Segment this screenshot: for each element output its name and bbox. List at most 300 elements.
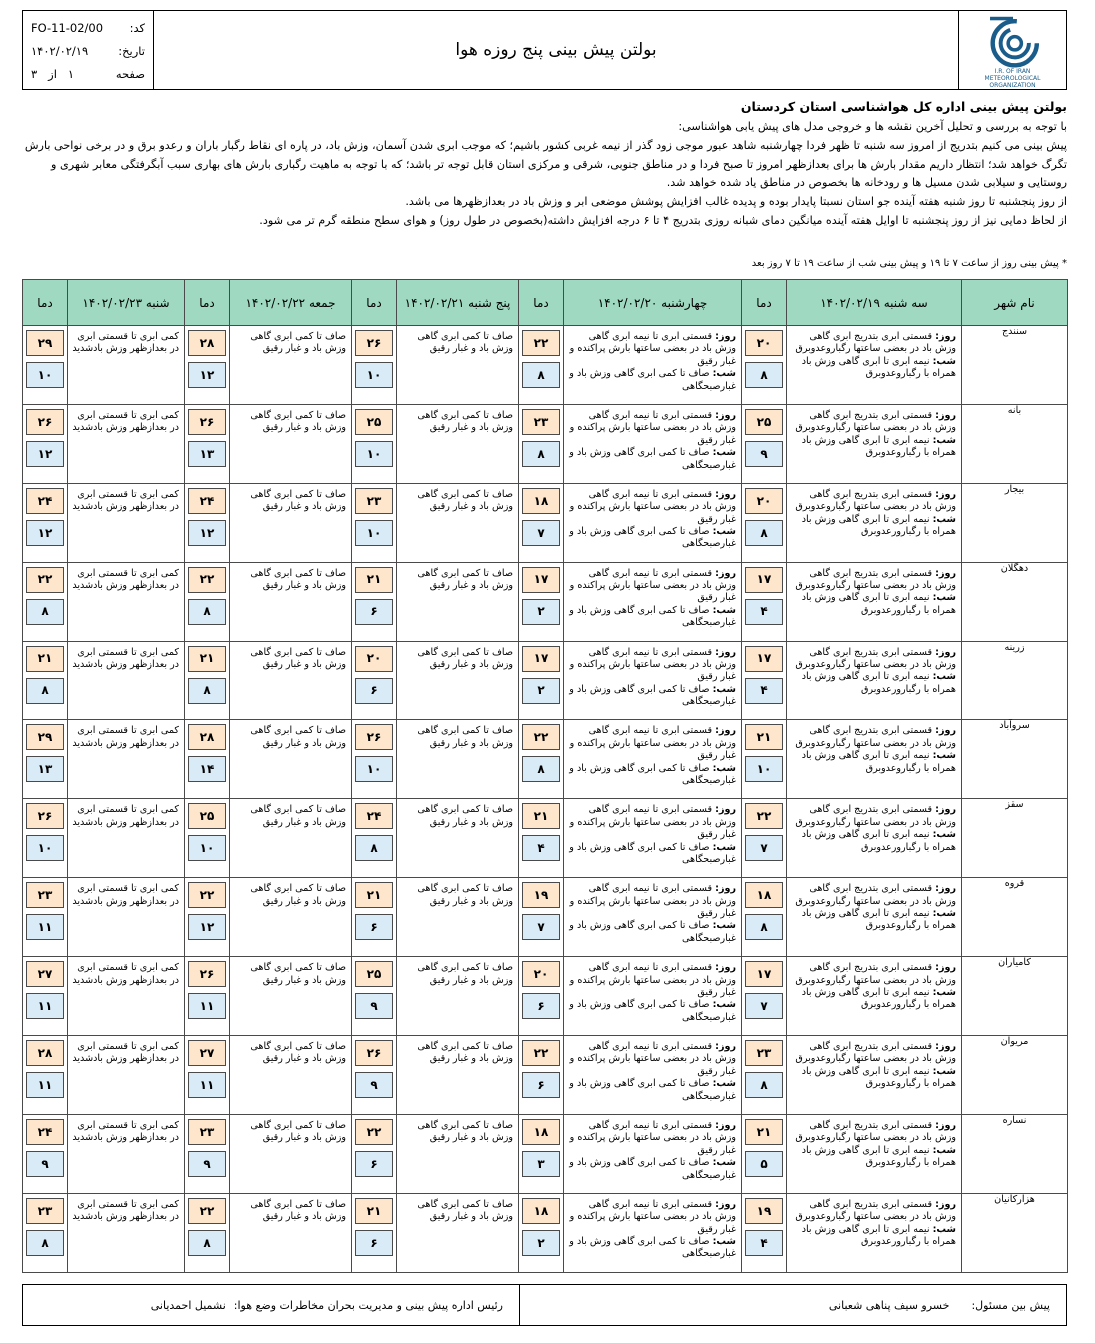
table-row (23, 1114, 1068, 1193)
temperature-cell (23, 799, 68, 878)
forecast-text: صاف تا کمی ابری گاهی وزش باد و غبار رقیق (417, 409, 513, 434)
night-label: شب: (932, 829, 956, 841)
temperature-cell (519, 562, 564, 641)
forecast-description (68, 641, 185, 720)
forecast-description (787, 404, 962, 483)
temperature-column-header: دما (742, 280, 787, 326)
forecast-description (230, 562, 352, 641)
temperature-cell (352, 799, 397, 878)
max-temperature: ۲۰ (355, 646, 393, 672)
forecast-description (397, 404, 519, 483)
temperature-cell (23, 326, 68, 405)
page-label: صفحه (115, 67, 145, 81)
max-temperature: ۲۴ (188, 488, 226, 514)
min-temperature: ۱۳ (188, 441, 226, 467)
temperature-cell (185, 641, 230, 720)
max-temperature: ۲۵ (355, 961, 393, 987)
min-temperature: ۴ (745, 599, 783, 625)
head-signature (135, 1285, 519, 1325)
forecast-description (564, 799, 742, 878)
temperature-cell (352, 641, 397, 720)
day-forecast-text: قسمتی ابری بتدریج ابری گاهی وزش باد در بعضی ساعتها رگباروعدوبرق (795, 804, 956, 828)
day-label: روز: (935, 646, 956, 658)
forecast-description (230, 483, 352, 562)
forecast-description (397, 562, 519, 641)
max-temperature: ۲۶ (355, 1040, 393, 1066)
forecast-text: صاف تا کمی ابری گاهی وزش باد و غبار رقیق (417, 1041, 513, 1065)
day-forecast-text: قسمتی ابری بتدریج ابری گاهی وزش باد در بعضی ساعتها رگباروعدوبرق (795, 1198, 956, 1223)
document-meta (23, 11, 153, 89)
forecast-description (564, 878, 742, 957)
night-label: شب: (712, 841, 736, 853)
day-label: روز: (935, 409, 956, 421)
city-name: نساره (962, 1114, 1068, 1193)
forecast-text: کمی ابری تا قسمتی ابری در بعدازظهر وزش بادشدید (72, 883, 179, 907)
forecast-text: صاف تا کمی ابری گاهی وزش باد و غبار رقیق (417, 331, 513, 355)
forecast-description (230, 957, 352, 1036)
max-temperature: ۲۱ (355, 567, 393, 593)
forecast-description (564, 326, 742, 405)
day-forecast-text: قسمتی ابری تا نیمه ابری گاهی وزش باد در بعضی ساعتها بارش پراکنده و غبار رقیق (569, 331, 736, 367)
forecast-text: صاف تا کمی ابری گاهی وزش باد و غبار رقیق (250, 1198, 346, 1223)
min-temperature: ۶ (355, 599, 393, 625)
min-temperature: ۱۰ (26, 362, 64, 388)
temperature-cell (742, 483, 787, 562)
forecast-time-note: * پیش بینی روز از ساعت ۷ تا ۱۹ و پیش بینی شب از ساعت ۱۹ تا ۷ روز بعد (751, 258, 1067, 269)
city-name: قروه (962, 878, 1068, 957)
forecast-description (787, 720, 962, 799)
temperature-cell (742, 1036, 787, 1115)
max-temperature: ۲۱ (355, 1198, 393, 1224)
day-forecast-text: قسمتی ابری تا نیمه ابری گاهی وزش باد در بعضی ساعتها بارش پراکنده و غبار رقیق (569, 1198, 736, 1235)
max-temperature: ۲۴ (26, 488, 64, 514)
min-temperature: ۳ (522, 1151, 560, 1177)
forecast-description (68, 878, 185, 957)
date-label: تاریخ: (118, 44, 145, 58)
forecast-text: صاف تا کمی ابری گاهی وزش باد و غبار رقیق (250, 567, 346, 592)
forecast-description (397, 641, 519, 720)
night-label: شب: (932, 671, 956, 683)
min-temperature: ۱۱ (26, 914, 64, 940)
temperature-cell (742, 641, 787, 720)
day-forecast-text: قسمتی ابری تا نیمه ابری گاهی وزش باد در بعضی ساعتها بارش پراکنده و غبار رقیق (569, 1041, 736, 1077)
forecast-description (397, 1193, 519, 1272)
min-temperature: ۱۱ (26, 993, 64, 1019)
temperature-cell (23, 562, 68, 641)
city-name: سقز (962, 799, 1068, 878)
forecast-text: صاف تا کمی ابری گاهی وزش باد و غبار رقیق (417, 804, 513, 828)
temperature-cell (352, 483, 397, 562)
day-label: روز: (715, 1198, 736, 1210)
forecast-description (68, 1193, 185, 1272)
temperature-cell (185, 326, 230, 405)
forecast-description (397, 1036, 519, 1115)
forecast-description (787, 641, 962, 720)
max-temperature: ۲۶ (26, 803, 64, 829)
forecast-text: کمی ابری تا قسمتی ابری در بعدازظهر وزش بادشدید (72, 962, 179, 986)
temperature-cell (742, 1114, 787, 1193)
day-label: روز: (715, 962, 736, 974)
max-temperature: ۱۹ (522, 882, 560, 908)
forecast-text: کمی ابری تا قسمتی ابری در بعدازظهر وزش بادشدید (72, 488, 179, 513)
forecast-description (230, 641, 352, 720)
day-label: روز: (715, 1119, 736, 1131)
day-column-header: چهارشنبه ۱۴۰۲/۰۲/۲۰ (564, 280, 742, 326)
temperature-cell (23, 641, 68, 720)
max-temperature: ۲۲ (355, 1119, 393, 1145)
temperature-column-header: دما (352, 280, 397, 326)
max-temperature: ۲۳ (522, 409, 560, 435)
forecast-text: کمی ابری تا قسمتی ابری در بعدازظهر وزش بادشدید (72, 409, 179, 434)
night-forecast-text: صاف تا کمی ابری گاهی وزش باد و غبارصبحگاهی (569, 1078, 736, 1102)
max-temperature: ۲۴ (355, 803, 393, 829)
min-temperature: ۸ (745, 1072, 783, 1098)
temperature-cell (742, 326, 787, 405)
max-temperature: ۲۲ (188, 1198, 226, 1224)
forecast-description (68, 404, 185, 483)
day-forecast-text: قسمتی ابری تا نیمه ابری گاهی وزش باد در بعضی ساعتها بارش پراکنده و غبار رقیق (569, 409, 736, 446)
night-label: شب: (932, 908, 956, 920)
min-temperature: ۹ (188, 1151, 226, 1177)
min-temperature: ۵ (745, 1151, 783, 1177)
table-row (23, 720, 1068, 799)
night-forecast-text: صاف تا کمی ابری گاهی وزش باد و غبارصبحگاهی (569, 1236, 736, 1260)
day-label: روز: (935, 1041, 956, 1053)
city-name: بانه (962, 404, 1068, 483)
temperature-cell (352, 562, 397, 641)
day-forecast-text: قسمتی ابری بتدریج ابری گاهی وزش باد در بعضی ساعتها رگباروعدوبرق (795, 488, 956, 513)
day-column-header: شنبه ۱۴۰۲/۰۲/۲۳ (68, 280, 185, 326)
night-label: شب: (932, 986, 956, 998)
max-temperature: ۱۷ (745, 961, 783, 987)
min-temperature: ۹ (355, 1072, 393, 1098)
min-temperature: ۱۱ (188, 1072, 226, 1098)
day-label: روز: (935, 567, 956, 579)
forecast-description (230, 326, 352, 405)
forecast-text: صاف تا کمی ابری گاهی وزش باد و غبار رقیق (417, 962, 513, 986)
night-forecast-text: نیمه ابری تا ابری گاهی وزش باد همراه با رگبارورعدوبرق (801, 592, 956, 616)
min-temperature: ۷ (522, 914, 560, 940)
city-name: هزارکانیان (962, 1193, 1068, 1272)
page-counter: ۱ از ۳ (31, 67, 75, 81)
max-temperature: ۲۶ (355, 724, 393, 750)
min-temperature: ۱۲ (26, 520, 64, 546)
max-temperature: ۲۳ (26, 882, 64, 908)
night-forecast-text: صاف تا کمی ابری گاهی وزش باد و غبارصبحگاهی (569, 999, 736, 1023)
forecast-description (68, 957, 185, 1036)
min-temperature: ۷ (522, 520, 560, 546)
min-temperature: ۱۴ (188, 756, 226, 782)
temperature-cell (185, 483, 230, 562)
table-header-row (23, 280, 1068, 326)
forecast-text: صاف تا کمی ابری گاهی وزش باد و غبار رقیق (417, 1198, 513, 1223)
forecast-text: صاف تا کمی ابری گاهی وزش باد و غبار رقیق (417, 488, 513, 513)
forecast-text: صاف تا کمی ابری گاهی وزش باد و غبار رقیق (250, 962, 346, 986)
temperature-column-header: دما (519, 280, 564, 326)
temperature-cell (23, 1114, 68, 1193)
night-label: شب: (712, 1157, 736, 1169)
temperature-cell (519, 957, 564, 1036)
temperature-cell (23, 957, 68, 1036)
max-temperature: ۲۲ (745, 803, 783, 829)
forecaster-name: خسرو سیف پناهی شعبانی (828, 1298, 950, 1312)
forecast-text: صاف تا کمی ابری گاهی وزش باد و غبار رقیق (250, 646, 346, 670)
min-temperature: ۶ (522, 1072, 560, 1098)
forecast-description (68, 326, 185, 405)
max-temperature: ۲۹ (26, 724, 64, 750)
city-name: کامیاران (962, 957, 1068, 1036)
temperature-cell (185, 404, 230, 483)
table-row (23, 641, 1068, 720)
temperature-cell (185, 957, 230, 1036)
temperature-cell (352, 720, 397, 799)
city-name: مریوان (962, 1036, 1068, 1115)
night-forecast-text: صاف تا کمی ابری گاهی وزش باد و غبارصبحگاهی (569, 762, 736, 787)
forecast-description (787, 1193, 962, 1272)
forecast-description (787, 1114, 962, 1193)
night-label: شب: (712, 999, 736, 1011)
temperature-cell (352, 1114, 397, 1193)
forecast-text: صاف تا کمی ابری گاهی وزش باد و غبار رقیق (250, 409, 346, 434)
forecast-text: صاف تا کمی ابری گاهی وزش باد و غبار رقیق (250, 1119, 346, 1144)
temperature-cell (519, 641, 564, 720)
temperature-cell (519, 483, 564, 562)
date-value: ۱۴۰۲/۰۲/۱۹ (31, 44, 89, 58)
forecast-text: صاف تا کمی ابری گاهی وزش باد و غبار رقیق (417, 567, 513, 592)
min-temperature: ۸ (26, 678, 64, 704)
min-temperature: ۱۱ (188, 993, 226, 1019)
max-temperature: ۲۱ (745, 724, 783, 750)
min-temperature: ۶ (355, 678, 393, 704)
forecast-description (68, 1036, 185, 1115)
forecast-description (564, 562, 742, 641)
night-label: شب: (932, 355, 956, 367)
day-label: روز: (715, 804, 736, 816)
max-temperature: ۲۵ (188, 803, 226, 829)
temperature-cell (519, 799, 564, 878)
forecast-text: کمی ابری تا قسمتی ابری در بعدازظهر وزش بادشدید (72, 1198, 179, 1223)
table-row (23, 1193, 1068, 1272)
max-temperature: ۲۷ (26, 961, 64, 987)
max-temperature: ۲۵ (745, 409, 783, 435)
forecast-description (564, 1114, 742, 1193)
temperature-cell (742, 799, 787, 878)
temperature-cell (519, 1193, 564, 1272)
max-temperature: ۱۸ (522, 1119, 560, 1145)
temperature-cell (742, 720, 787, 799)
forecast-description (787, 562, 962, 641)
min-temperature: ۸ (26, 1230, 64, 1256)
temperature-cell (352, 326, 397, 405)
min-temperature: ۸ (188, 599, 226, 625)
day-forecast-text: قسمتی ابری بتدریج ابری گاهی وزش باد در بعضی ساعتها رگباروعدوبرق (795, 1119, 956, 1144)
day-forecast-text: قسمتی ابری بتدریج ابری گاهی وزش باد در بعضی ساعتها رگباروعدوبرق (795, 331, 956, 355)
night-forecast-text: نیمه ابری تا ابری گاهی وزش باد همراه با رگبارورعدوبرق (801, 829, 956, 853)
table-row (23, 483, 1068, 562)
forecast-description (787, 326, 962, 405)
table-row (23, 1036, 1068, 1115)
min-temperature: ۹ (26, 1151, 64, 1177)
night-label: شب: (932, 1223, 956, 1235)
day-label: روز: (935, 725, 956, 737)
night-label: شب: (712, 920, 736, 932)
min-temperature: ۸ (745, 520, 783, 546)
night-forecast-text: نیمه ابری تا ابری گاهی وزش باد همراه با رگبارورعدوبرق (801, 671, 956, 695)
temperature-cell (352, 957, 397, 1036)
max-temperature: ۲۱ (522, 803, 560, 829)
day-label: روز: (715, 409, 736, 421)
min-temperature: ۱۲ (188, 520, 226, 546)
night-forecast-text: صاف تا کمی ابری گاهی وزش باد و غبارصبحگاهی (569, 368, 736, 392)
night-forecast-text: نیمه ابری تا ابری گاهی وزش باد همراه با رگباروعدوبرق (801, 908, 956, 932)
forecast-description (397, 326, 519, 405)
max-temperature: ۲۸ (188, 330, 226, 356)
temperature-cell (519, 878, 564, 957)
max-temperature: ۲۱ (355, 882, 393, 908)
temperature-cell (519, 326, 564, 405)
night-label: شب: (932, 434, 956, 446)
day-label: روز: (715, 883, 736, 895)
max-temperature: ۱۸ (745, 882, 783, 908)
max-temperature: ۲۶ (355, 330, 393, 356)
min-temperature: ۱۰ (26, 835, 64, 861)
forecast-description (68, 562, 185, 641)
day-forecast-text: قسمتی ابری تا نیمه ابری گاهی وزش باد در بعضی ساعتها بارش پراکنده و غبار رقیق (569, 567, 736, 604)
forecast-text: صاف تا کمی ابری گاهی وزش باد و غبار رقیق (250, 804, 346, 828)
forecast-text: کمی ابری تا قسمتی ابری در بعدازظهر وزش بادشدید (72, 725, 179, 749)
max-temperature: ۲۹ (26, 330, 64, 356)
forecast-description (397, 878, 519, 957)
temperature-cell (742, 878, 787, 957)
forecast-text: صاف تا کمی ابری گاهی وزش باد و غبار رقیق (417, 1119, 513, 1144)
min-temperature: ۱۰ (355, 520, 393, 546)
max-temperature: ۲۶ (188, 409, 226, 435)
day-forecast-text: قسمتی ابری بتدریج ابری گاهی وزش باد در بعضی ساعتها رگباروعدوبرق (795, 567, 956, 592)
forecast-description (397, 483, 519, 562)
forecast-description (397, 957, 519, 1036)
head-name: نشمیل احمدیانی (150, 1298, 226, 1312)
min-temperature: ۸ (188, 678, 226, 704)
max-temperature: ۲۷ (188, 1040, 226, 1066)
max-temperature: ۲۰ (745, 330, 783, 356)
day-forecast-text: قسمتی ابری بتدریج ابری گاهی وزش باد در بعضی ساعتها رگباروعدوبرق (795, 962, 956, 986)
min-temperature: ۸ (26, 599, 64, 625)
night-forecast-text: صاف تا کمی ابری گاهی وزش باد و غبارصبحگاهی (569, 683, 736, 708)
forecast-description (787, 957, 962, 1036)
forecast-text: کمی ابری تا قسمتی ابری در بعدازظهر وزش بادشدید (72, 1041, 179, 1065)
day-label: روز: (935, 962, 956, 974)
forecast-description (68, 1114, 185, 1193)
forecast-description (230, 1193, 352, 1272)
night-forecast-text: نیمه ابری تا ابری گاهی وزش باد همراه با رگباروعدوبرق (801, 355, 956, 380)
forecast-text: صاف تا کمی ابری گاهی وزش باد و غبار رقیق (250, 1041, 346, 1065)
forecaster-label: پیش بین مسئول: (971, 1298, 1050, 1312)
night-forecast-text: صاف تا کمی ابری گاهی وزش باد و غبارصبحگاهی (569, 604, 736, 629)
night-label: شب: (932, 592, 956, 604)
forecast-description (230, 1036, 352, 1115)
summary-paragraph-4: از لحاظ دمایی نیز از روز پنجشنبه تا اوایل هفته آینده میانگین دمای شبانه روزی بتدریج ۴ تا ۶ درجه افزایش داشته(بخصوص در طول روز) و هوای سطح منطقه گرم تر می شود. (259, 213, 1067, 227)
max-temperature: ۲۰ (745, 488, 783, 514)
night-label: شب: (712, 1236, 736, 1248)
night-forecast-text: نیمه ابری تا ابری گاهی وزش باد همراه با رگباروعدوبرق (801, 750, 956, 774)
forecast-description (68, 799, 185, 878)
temperature-cell (352, 1193, 397, 1272)
day-forecast-text: قسمتی ابری تا نیمه ابری گاهی وزش باد در بعضی ساعتها بارش پراکنده و غبار رقیق (569, 883, 736, 920)
min-temperature: ۱۱ (26, 1072, 64, 1098)
night-forecast-text: نیمه ابری تا ابری گاهی وزش باد همراه با رگباروعدوبرق (801, 434, 956, 459)
forecast-description (230, 404, 352, 483)
forecast-description (564, 720, 742, 799)
day-forecast-text: قسمتی ابری بتدریج ابری گاهی وزش باد در بعضی ساعتها رگباروعدوبرق (795, 725, 956, 749)
min-temperature: ۴ (745, 1230, 783, 1256)
day-label: روز: (935, 488, 956, 500)
day-label: روز: (715, 725, 736, 737)
forecast-description (564, 483, 742, 562)
day-column-header: جمعه ۱۴۰۲/۰۲/۲۲ (230, 280, 352, 326)
day-label: روز: (935, 331, 956, 342)
night-forecast-text: نیمه ابری تا ابری گاهی وزش باد همراه با رگبارورعدوبرق (801, 513, 956, 537)
night-label: شب: (712, 604, 736, 616)
day-forecast-text: قسمتی ابری بتدریج ابری گاهی وزش باد در بعضی ساعتها رگباروعدوبرق (795, 646, 956, 670)
temperature-cell (352, 878, 397, 957)
max-temperature: ۲۲ (26, 567, 64, 593)
temperature-cell (185, 562, 230, 641)
day-column-header: پنج شنبه ۱۴۰۲/۰۲/۲۱ (397, 280, 519, 326)
max-temperature: ۲۳ (355, 488, 393, 514)
min-temperature: ۷ (745, 835, 783, 861)
forecast-summary (22, 96, 1067, 231)
max-temperature: ۲۲ (188, 567, 226, 593)
max-temperature: ۲۲ (522, 330, 560, 356)
min-temperature: ۷ (745, 993, 783, 1019)
min-temperature: ۴ (745, 678, 783, 704)
night-label: شب: (712, 368, 736, 380)
forecast-description (397, 720, 519, 799)
min-temperature: ۱۰ (355, 362, 393, 388)
table-row (23, 562, 1068, 641)
forecast-description (230, 1114, 352, 1193)
day-forecast-text: قسمتی ابری تا نیمه ابری گاهی وزش باد در بعضی ساعتها بارش پراکنده و غبار رقیق (569, 1119, 736, 1156)
min-temperature: ۱۰ (355, 441, 393, 467)
forecast-description (564, 1036, 742, 1115)
city-column-header: نام شهر (962, 280, 1068, 326)
table-row (23, 957, 1068, 1036)
summary-paragraph-3: از روز پنجشنبه تا روز شنبه هفته آینده جو استان نسبتا پایدار بوده و پدیده غالب افزایش پوشش موضعی ابر و وزش باد در بعدازظهرها می باشد. (405, 195, 1067, 209)
day-forecast-text: قسمتی ابری تا نیمه ابری گاهی وزش باد در بعضی ساعتها بارش پراکنده و غبار رقیق (569, 646, 736, 683)
temperature-cell (23, 720, 68, 799)
temperature-column-header: دما (185, 280, 230, 326)
max-temperature: ۱۷ (745, 646, 783, 672)
max-temperature: ۲۶ (188, 961, 226, 987)
night-forecast-text: صاف تا کمی ابری گاهی وزش باد و غبارصبحگاهی (569, 841, 736, 865)
forecast-text: صاف تا کمی ابری گاهی وزش باد و غبار رقیق (250, 488, 346, 513)
max-temperature: ۱۷ (745, 567, 783, 593)
day-label: روز: (935, 1198, 956, 1210)
min-temperature: ۱۰ (188, 835, 226, 861)
temperature-cell (352, 1036, 397, 1115)
night-label: شب: (712, 683, 736, 695)
forecast-text: صاف تا کمی ابری گاهی وزش باد و غبار رقیق (250, 725, 346, 749)
night-forecast-text: صاف تا کمی ابری گاهی وزش باد و غبارصبحگاهی (569, 920, 736, 944)
forecast-text: کمی ابری تا قسمتی ابری در بعدازظهر وزش بادشدید (72, 646, 179, 670)
min-temperature: ۶ (355, 1230, 393, 1256)
day-forecast-text: قسمتی ابری تا نیمه ابری گاهی وزش باد در بعضی ساعتها بارش پراکنده و غبار رقیق (569, 488, 736, 525)
meteorology-logo-icon (984, 15, 1042, 68)
summary-paragraph-2: پیش بینی می کنیم بتدریج از امروز سه شنبه تا ظهر فردا چهارشنبه شاهد عبور موجی زود گذر از نیمه غربی کشور باشیم؛ که موجب ابری شدن آسمان، وزش باد، در پاره ای نقاط رگبار باران و رعدو برق و در برخی نواحی بارش تگرگ خواهد شد؛ انتظار داریم مقدار بارش ها برای بعدازظهر امروز تا صبح فردا و در مناطق جنوبی، شرقی و مرکزی استان قابل توجه تر باشد؛ که با توجه به ماهیت رگباری بارش های بهاری سبب آبگرفتگی معابر شهری و روستایی و سیلابی شدن مسیل ها و رودخانه ها بخصوص در مناطق یاد شده خواهد شد. (24, 138, 1067, 190)
night-forecast-text: صاف تا کمی ابری گاهی وزش باد و غبارصبحگاهی (569, 526, 736, 550)
temperature-cell (23, 1036, 68, 1115)
day-forecast-text: قسمتی ابری تا نیمه ابری گاهی وزش باد در بعضی ساعتها بارش پراکنده و غبار رقیق (569, 962, 736, 998)
